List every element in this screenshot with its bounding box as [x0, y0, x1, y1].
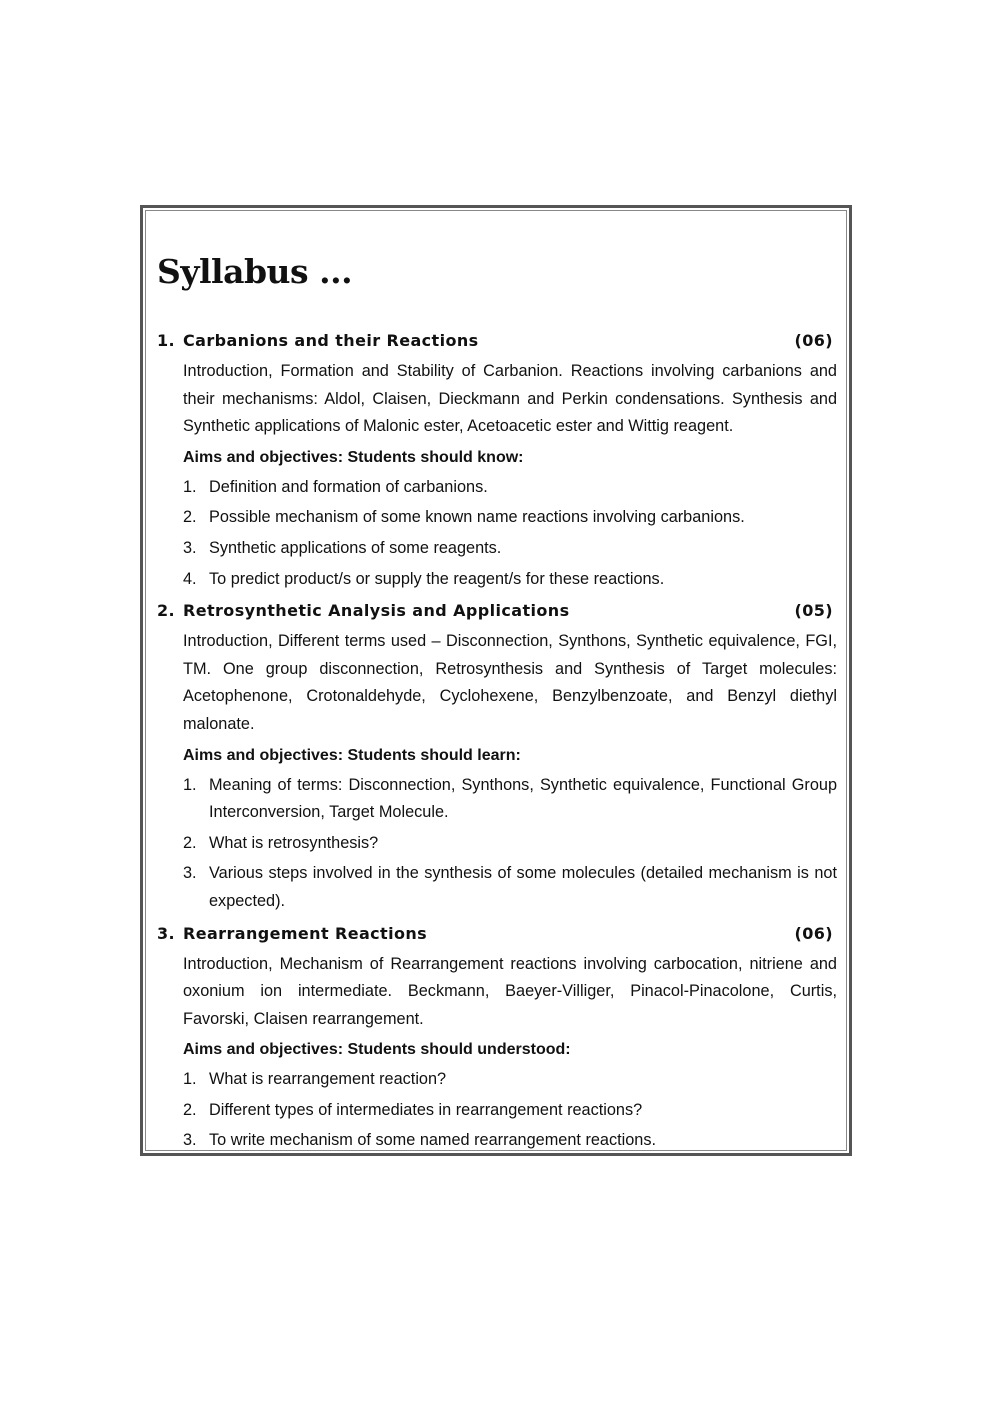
- list-item: [183, 474, 837, 502]
- list-item: [183, 535, 837, 563]
- unit-number: 1.: [157, 331, 176, 350]
- list-text: Different types of intermediates in rearrangement reactions?: [209, 1100, 643, 1119]
- unit-hours: (05): [794, 601, 833, 621]
- page-title: Syllabus ...: [157, 252, 353, 291]
- list-text: Synthetic applications of some reagents.: [209, 538, 502, 557]
- unit-1: [157, 326, 837, 593]
- list-number: 4.: [183, 569, 197, 588]
- unit-title: Retrosynthetic Analysis and Applications: [183, 601, 570, 621]
- unit-heading: [157, 919, 837, 949]
- unit-heading: [157, 326, 837, 356]
- list-item: [183, 566, 837, 594]
- list-text: What is rearrangement reaction?: [209, 1070, 447, 1089]
- list-number: 2.: [183, 833, 197, 852]
- unit-number: 3.: [157, 923, 176, 943]
- list-item: [183, 504, 837, 532]
- list-number: 1.: [183, 477, 197, 496]
- objectives-list: [183, 1066, 837, 1155]
- unit-description: Introduction, Different terms used – Disconnection, Synthons, Synthetic equivalence, FGI, TM. One group disconnection, Retrosynthesis and Synthesis of Target molecules: Acetophenone, Crotonaldehyde, Cyclohexene, Benzylbenzoate, and Benzyl diethyl malonate.: [183, 632, 837, 733]
- list-number: 1.: [183, 775, 197, 794]
- list-text: Possible mechanism of some known name reactions involving carbanions.: [209, 508, 745, 527]
- unit-heading: [157, 596, 837, 626]
- list-item: [183, 1066, 837, 1094]
- list-number: 3.: [183, 864, 197, 883]
- list-item: [183, 772, 837, 827]
- list-number: 2.: [183, 508, 197, 527]
- unit-description: Introduction, Mechanism of Rearrangement reactions involving carbocation, nitriene and oxonium ion intermediate. Beckmann, Baeyer-Villiger, Pinacol-Pinacolone, Curtis, Favorski, Claisen rearrangement.: [183, 954, 837, 1028]
- unit-number: 2.: [157, 601, 176, 621]
- list-item: [183, 830, 837, 858]
- objectives-list: [183, 474, 837, 593]
- list-text: Definition and formation of carbanions.: [209, 477, 488, 496]
- unit-description: Introduction, Formation and Stability of Carbanion. Reactions involving carbanions and their mechanisms: Aldol, Claisen, Dieckmann and Perkin condensations. Synthesis and Synthetic applications of Malonic ester, Acetoacetic ester and Wittig reagent.: [183, 362, 837, 436]
- list-number: 3.: [183, 1131, 197, 1150]
- list-number: 1.: [183, 1070, 197, 1089]
- syllabus-box: [140, 205, 852, 1156]
- list-text: To write mechanism of some named rearrangement reactions.: [209, 1131, 657, 1150]
- list-text: Meaning of terms: Disconnection, Synthons, Synthetic equivalence, Functional Group Interconversion, Target Molecule.: [209, 775, 837, 822]
- unit-3: [157, 919, 837, 1156]
- unit-2: [157, 596, 837, 915]
- objectives-list: [183, 772, 837, 916]
- unit-hours: (06): [794, 923, 833, 943]
- aims-heading: Aims and objectives: Students should learn:: [183, 746, 521, 764]
- syllabus-content: [157, 252, 837, 1158]
- aims-heading: Aims and objectives: Students should understood:: [183, 1041, 571, 1059]
- list-text: Various steps involved in the synthesis of some molecules (detailed mechanism is not expected).: [209, 864, 837, 910]
- unit-title: Carbanions and their Reactions: [183, 331, 479, 350]
- unit-hours: (06): [794, 331, 833, 350]
- list-item: [183, 860, 837, 915]
- list-number: 2.: [183, 1100, 197, 1119]
- list-item: [183, 1127, 837, 1155]
- list-item: [183, 1097, 837, 1125]
- list-text: To predict product/s or supply the reagent/s for these reactions.: [209, 569, 665, 588]
- aims-heading: Aims and objectives: Students should know:: [183, 448, 524, 466]
- unit-title: Rearrangement Reactions: [183, 923, 428, 943]
- list-text: What is retrosynthesis?: [209, 833, 379, 852]
- list-number: 3.: [183, 538, 197, 557]
